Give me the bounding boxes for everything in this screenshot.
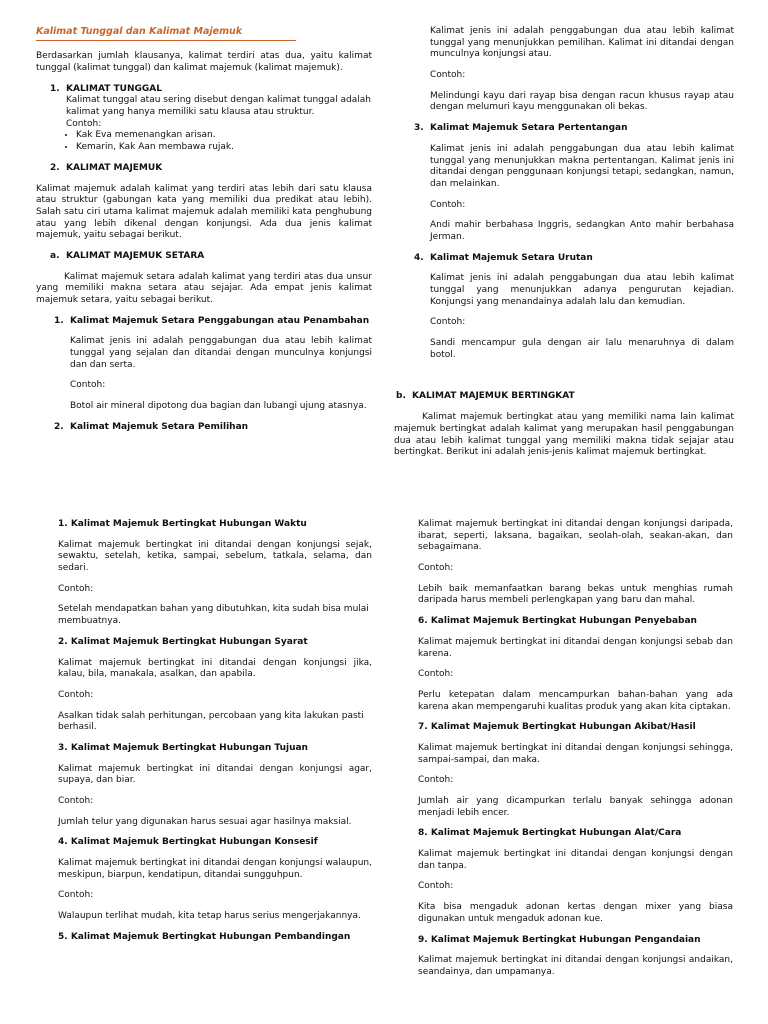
contoh-label: Contoh: <box>430 317 466 328</box>
subsection-heading: 5. Kalimat Majemuk Bertingkat Hubungan Pembandingan <box>58 931 351 942</box>
subsection-body: Kalimat majemuk bertingkat ini ditandai dengan konjungsi andaikan, seandainya, dan umpamanya. <box>418 955 733 977</box>
subsection-body: Kalimat majemuk bertingkat ini ditandai dengan konjungsi sebab dan karena. <box>418 636 733 659</box>
section-kalimat-tunggal <box>36 84 372 175</box>
subsection-body: Kalimat majemuk bertingkat ini ditandai dengan konjungsi dengan dan tanpa. <box>418 849 733 871</box>
example-sentence: Andi mahir berbahasa Inggris, sedangkan Anto mahir berbahasa Jerman. <box>430 220 734 242</box>
subsection-heading: 3. Kalimat Majemuk Bertingkat Hubungan Tujuan <box>58 742 308 753</box>
contoh-label: Contoh: <box>70 380 106 391</box>
subsection-heading: Kalimat Majemuk Setara Pemilihan <box>70 421 249 432</box>
subsection-body: Kalimat majemuk bertingkat ini ditandai dengan konjungsi jika, kalau, bila, manakala, asalkan, dan apabila. <box>58 657 372 680</box>
intro-paragraph: Berdasarkan jumlah klausanya, kalimat terdiri atas dua, yaitu kalimat tunggal (kalimat tunggal) dan kalimat majemuk (kalimat majemuk). <box>36 51 372 74</box>
example-sentence: Lebih baik memanfaatkan barang bekas untuk menghias rumah daripada harus membeli perlengkapan yang baru dan mahal. <box>418 583 733 606</box>
section-heading: KALIMAT MAJEMUK SETARA <box>66 250 205 261</box>
subsection-body: Kalimat jenis ini adalah penggabungan dua atau lebih kalimat tunggal yang menunjukkan adanya pengurutan kejadian. Konjungsi yang menandainya adalah lalu dan kemudian. <box>430 273 734 307</box>
bottom-left-column <box>58 519 372 944</box>
subsection-heading: 2. Kalimat Majemuk Bertingkat Hubungan Syarat <box>58 636 308 647</box>
section-body: Kalimat majemuk bertingkat atau yang memiliki nama lain kalimat majemuk bertingkat adalah kalimat yang merupakan hasil penggabungan dua atau lebih kalimat tunggal yang memiliki makna tidak sejajar atau bertingkat. Berikut ini adalah jenis-jenis kalimat majemuk bertingkat. <box>394 412 734 458</box>
subsection-body: Kalimat majemuk bertingkat ini ditandai dengan konjungsi walaupun, meskipun, biarpun, kendatipun, ditandai sungguhpun. <box>58 858 372 880</box>
section-number: b. <box>396 391 406 402</box>
section-number: a. <box>50 250 60 261</box>
example-sentence: Jumlah telur yang digunakan harus sesuai agar hasilnya maksial. <box>58 816 352 827</box>
contoh-label: Contoh: <box>418 563 454 574</box>
example-sentence: Perlu ketepatan dalam mencampurkan bahan-bahan yang ada karena akan mempengaruhi kualitas produk yang akan kita ciptakan. <box>418 689 733 712</box>
contoh-label: Contoh: <box>58 796 94 806</box>
subsection-body: Kalimat majemuk bertingkat ini ditandai dengan konjungsi sejak, sewaktu, setelah, ketika, sampai, sebelum, tatkala, selama, dan sedari. <box>58 539 372 574</box>
subsection-number: 1. <box>54 315 64 326</box>
contoh-label: Contoh: <box>66 118 102 129</box>
contoh-label: Contoh: <box>418 669 454 680</box>
example-sentence: Kita bisa mengaduk adonan kertas dengan mixer yang biasa digunakan untuk mengaduk adonan kue. <box>418 902 733 924</box>
bottom-right-column <box>418 519 733 979</box>
section-body: Kalimat majemuk adalah kalimat yang terdiri atas lebih dari satu klausa atau struktur (gabungan kata yang memiliki dua predikat atau lebih). Salah satu ciri utama kalimat majemuk adalah memiliki kata penghubung atau yang lebih dikenal dengan konjungsi. Ada dua jenis kalimat majemuk, yaitu sebagai berikut. <box>36 183 372 241</box>
contoh-label: Contoh: <box>430 70 466 81</box>
subsection-body: Kalimat jenis ini adalah penggabungan dua atau lebih kalimat tunggal yang menunjukkan pemilihan. Kalimat ini ditandai dengan munculnya konjungsi atau. <box>430 26 734 60</box>
section-body: Kalimat tunggal atau sering disebut dengan kalimat tunggal adalah kalimat yang hanya memiliki satu klausa atau struktur. <box>66 95 371 118</box>
section-heading: KALIMAT MAJEMUK <box>66 162 163 173</box>
subsection-heading: 7. Kalimat Majemuk Bertingkat Hubungan Akibat/Hasil <box>418 722 696 733</box>
subsection-heading: 8. Kalimat Majemuk Bertingkat Hubungan Alat/Cara <box>418 828 682 839</box>
subsection-body: Kalimat majemuk bertingkat ini ditandai dengan konjungsi daripada, ibarat, seperti, laksana, bagaikan, seolah-olah, seakan-akan, dan sebagaimana. <box>418 519 733 553</box>
contoh-label: Contoh: <box>58 689 94 700</box>
example-sentence: Melindungi kayu dari rayap bisa dengan racun khusus rayap atau dengan melumuri kayu menggunakan oli bekas. <box>430 90 734 113</box>
subsection-heading: 1. Kalimat Majemuk Bertingkat Hubungan Waktu <box>58 519 307 529</box>
example-sentence: Setelah mendapatkan bahan yang dibutuhkan, kita sudah bisa mulai membuatnya. <box>58 604 369 627</box>
example-sentence: Asalkan tidak salah perhitungan, percobaan yang kita lakukan pasti berhasil. <box>58 710 364 733</box>
subsection-heading: 6. Kalimat Majemuk Bertingkat Hubungan Penyebaban <box>418 616 697 627</box>
contoh-label: Contoh: <box>418 775 454 786</box>
top-right-column <box>396 26 734 459</box>
document-title: Kalimat Tunggal dan Kalimat Majemuk <box>36 26 296 41</box>
subsection-heading: Kalimat Majemuk Setara Penggabungan atau Penambahan <box>70 315 370 326</box>
example-list <box>50 130 372 153</box>
section-number: 1. <box>50 83 60 94</box>
example-sentence: Botol air mineral dipotong dua bagian dan lubangi ujung atasnya. <box>70 401 367 412</box>
subsection-penggabungan <box>36 316 372 434</box>
subsection-number: 4. <box>414 252 424 263</box>
contoh-label: Contoh: <box>58 890 94 901</box>
contoh-label: Contoh: <box>58 583 94 594</box>
subsection-body: Kalimat majemuk bertingkat ini ditandai dengan konjungsi sehingga, sampai-sampai, dan maka. <box>418 742 733 765</box>
section-body: Kalimat majemuk setara adalah kalimat yang terdiri atas dua unsur yang memiliki makna setara atau sejajar. Ada empat jenis kalimat majemuk setara, yaitu sebagai berikut. <box>36 271 372 306</box>
subsection-body: Kalimat jenis ini adalah penggabungan dua atau lebih kalimat tunggal yang menunjukkan makna pertentangan. Kalimat jenis ini ditandai dengan penggunaan konjungsi tetapi, sedangkan, namun, dan melainkan. <box>430 143 734 189</box>
subsection-number: 2. <box>54 421 64 432</box>
subsection-heading: 4. Kalimat Majemuk Bertingkat Hubungan Konsesif <box>58 837 318 848</box>
subsection-heading: Kalimat Majemuk Setara Urutan <box>430 252 593 263</box>
top-left-column <box>36 26 372 434</box>
contoh-label: Contoh: <box>418 881 454 892</box>
example-sentence: Jumlah air yang dicampurkan terlalu banyak sehingga adonan menjadi lebih encer. <box>418 796 733 818</box>
example-sentence: Walaupun terlihat mudah, kita tetap harus serius mengerjakannya. <box>58 911 361 922</box>
subsection-heading: 9. Kalimat Majemuk Bertingkat Hubungan Pengandaian <box>418 934 701 945</box>
subsection-body: Kalimat majemuk bertingkat ini ditandai dengan konjungsi agar, supaya, dan biar. <box>58 763 372 786</box>
subsection-body: Kalimat jenis ini adalah penggabungan dua atau lebih kalimat tunggal yang sejalan dan ditandai dengan munculnya konjungsi dan dan serta. <box>70 336 372 370</box>
list-item: • Kak Eva memenangkan arisan. <box>76 130 372 142</box>
example-sentence: Sandi mencampur gula dengan air lalu menaruhnya di dalam botol. <box>430 338 734 360</box>
contoh-label: Contoh: <box>430 199 466 210</box>
list-item: • Kemarin, Kak Aan membawa rujak. <box>76 142 372 154</box>
subsection-heading: Kalimat Majemuk Setara Pertentangan <box>430 123 628 134</box>
subsection-number: 3. <box>414 123 424 134</box>
section-heading: KALIMAT MAJEMUK BERTINGKAT <box>412 391 575 402</box>
section-number: 2. <box>50 162 60 173</box>
section-heading: KALIMAT TUNGGAL <box>66 83 162 94</box>
